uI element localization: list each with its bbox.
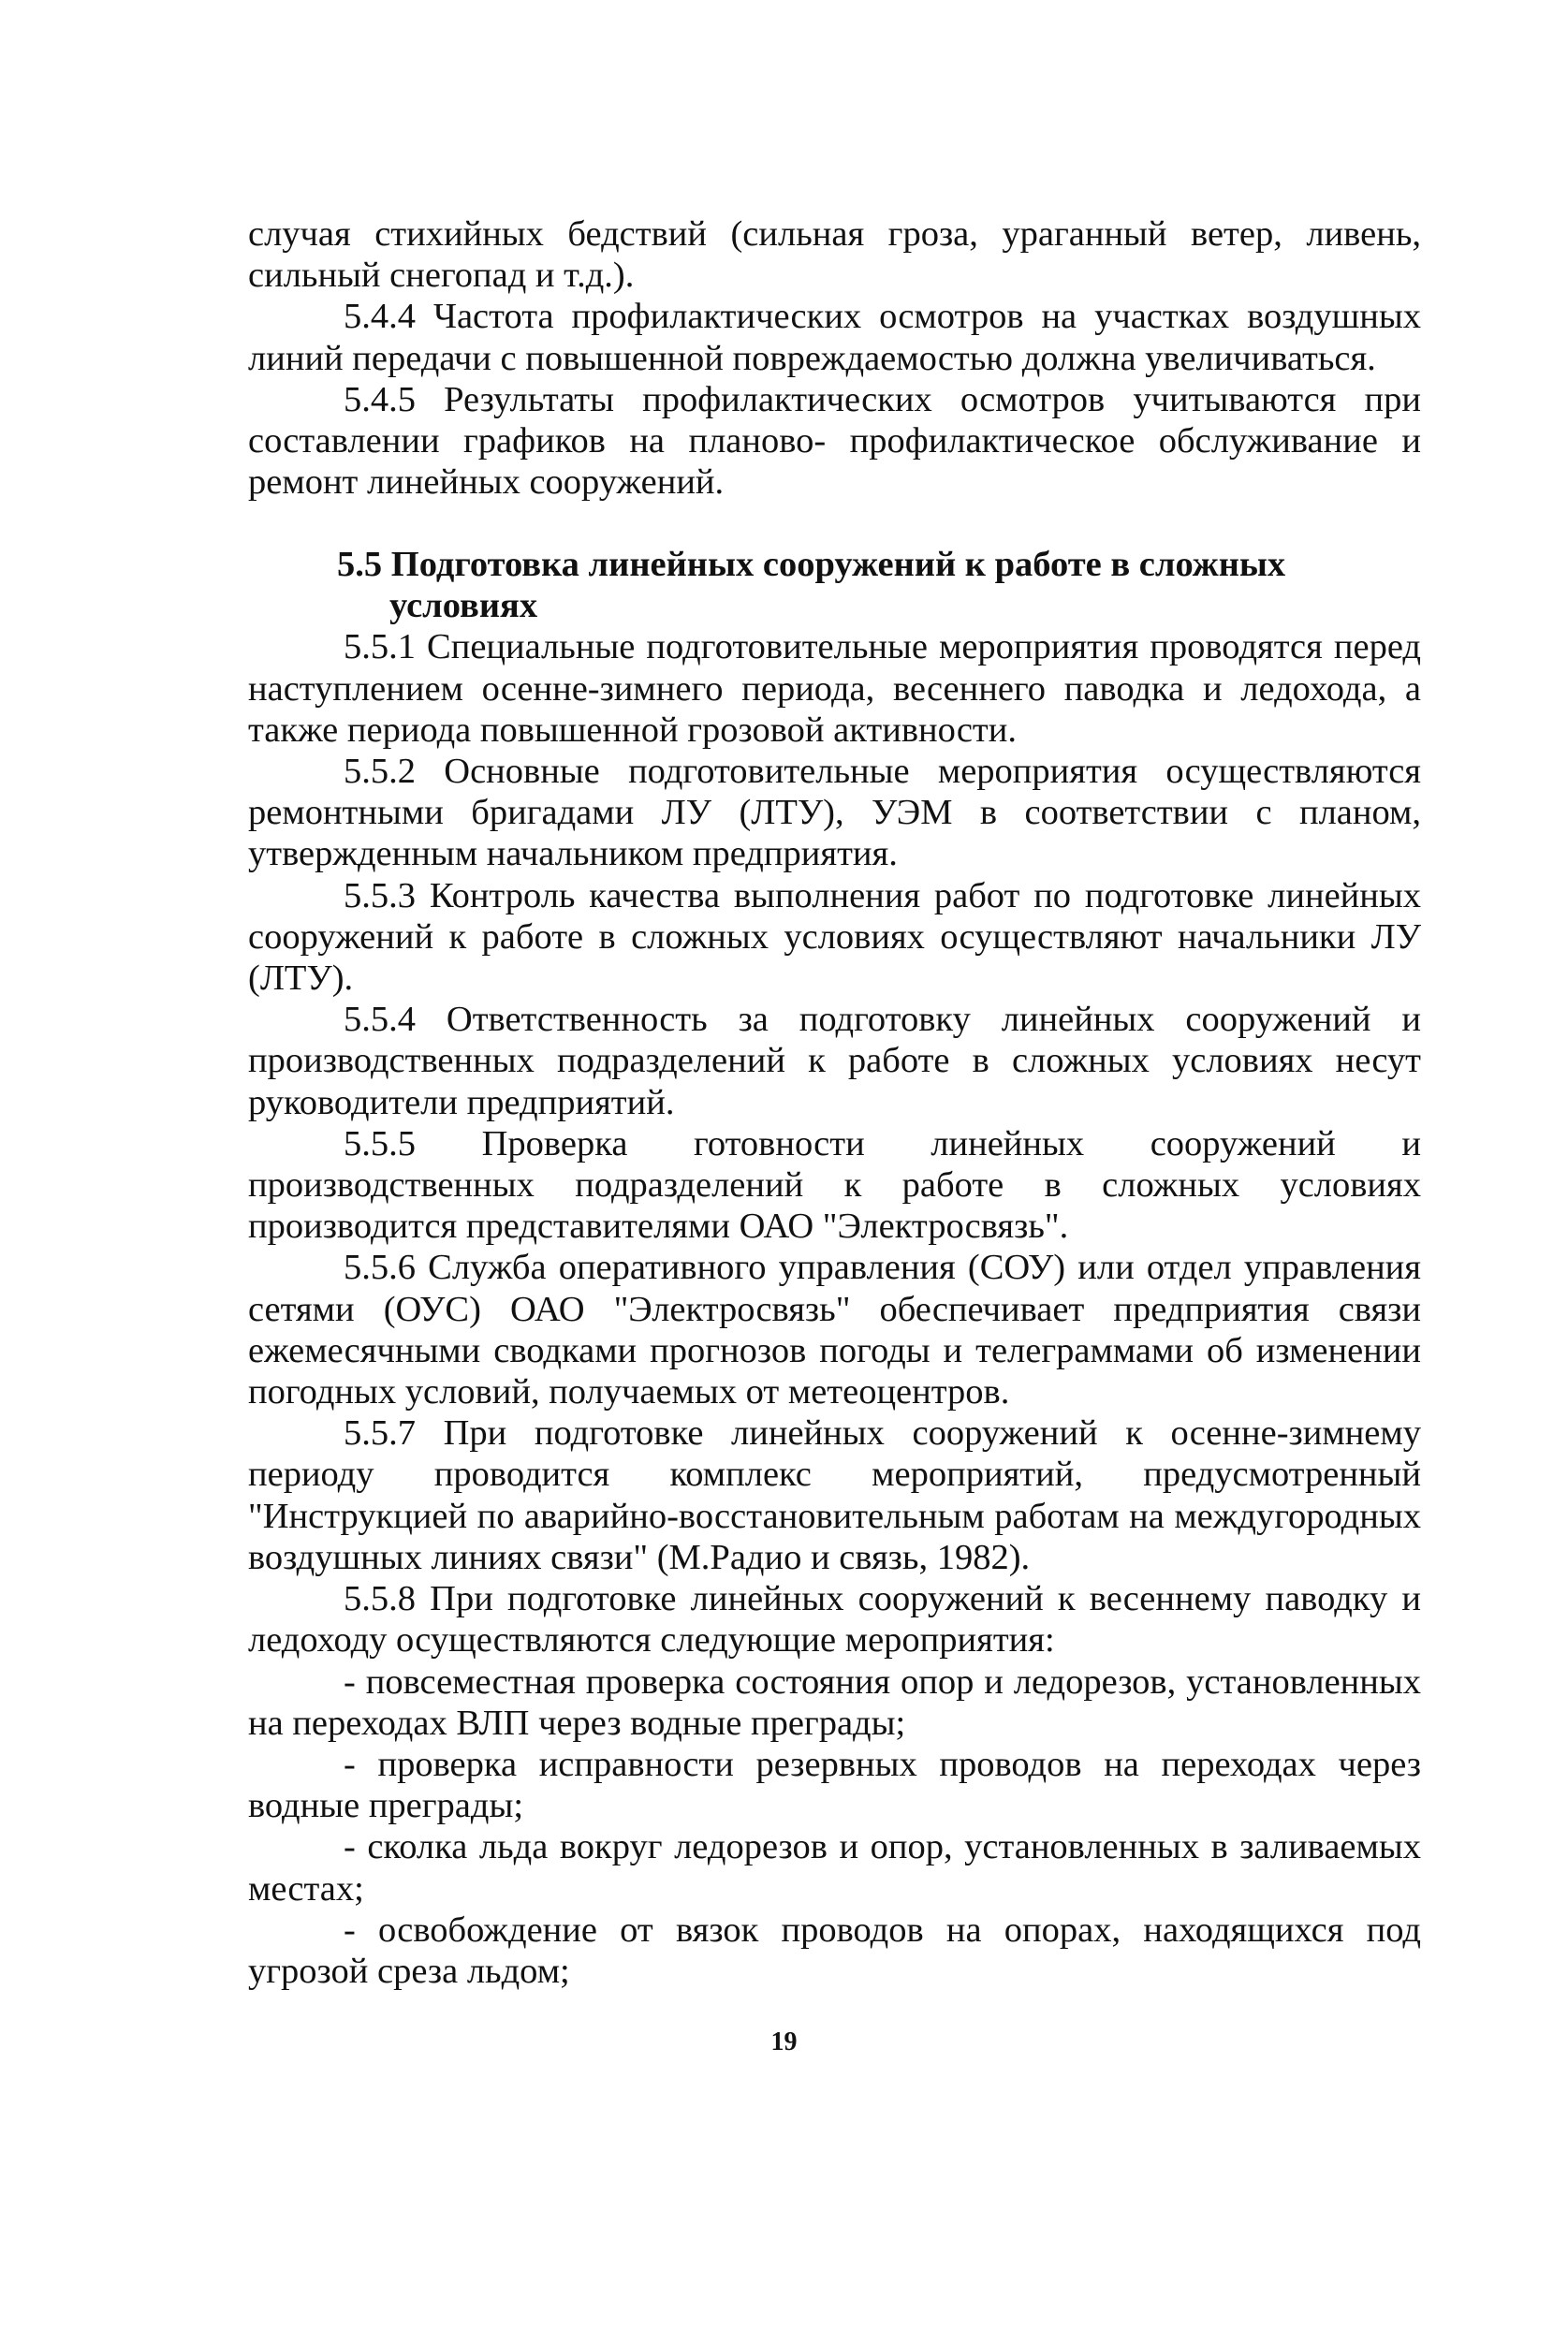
paragraph-5-5-4: 5.5.4 Ответственность за подготовку линейных сооружений и производственных подразделений к работе в сложных условиях несут руководители предприятий. xyxy=(248,1000,1421,1122)
list-item: - повсеместная проверка состояния опор и ледорезов, установленных на переходах ВЛП через водные преграды; xyxy=(248,1661,1421,1743)
document-body xyxy=(248,213,1421,1992)
paragraph-5-4-5: 5.4.5 Результаты профилактических осмотров учитываются при составлении графиков на планово- профилактическое обслуживание и ремонт линейных сооружений. xyxy=(248,379,1421,503)
paragraph-5-5-2: 5.5.2 Основные подготовительные мероприятия осуществляются ремонтными бригадами ЛУ (ЛТУ), УЭМ в соответствии с планом, утвержденным начальником предприятия. xyxy=(248,752,1421,874)
section-heading: 5.5 Подготовка линейных сооружений к работе в сложных xyxy=(337,545,1286,585)
paragraph-5-5-3: 5.5.3 Контроль качества выполнения работ по подготовке линейных сооружений к работе в сложных условиях осуществляют начальники ЛУ (ЛТУ). xyxy=(248,875,1421,999)
list-item: - проверка исправности резервных проводов на переходах через водные преграды; xyxy=(248,1744,1421,1826)
paragraph-continued: случая стихийных бедствий (сильная гроза, ураганный ветер, ливень, сильный снегопад и т.д.). xyxy=(248,214,1421,296)
paragraph-5-5-6: 5.5.6 Служба оперативного управления (СОУ) или отдел управления сетями (ОУС) ОАО "Электросвязь" обеспечивает предприятия связи ежемесячными сводками прогнозов погоды и телеграммами об изменении погодных условий, получаемых от метеоцентров. xyxy=(248,1248,1421,1412)
section-heading-continued: условиях xyxy=(389,586,538,626)
paragraph-5-5-1: 5.5.1 Специальные подготовительные мероприятия проводятся перед наступлением осенне-зимнего периода, весеннего паводка и ледохода, а также периода повышенной грозовой активности. xyxy=(248,627,1421,750)
list-item: - освобождение от вязок проводов на опорах, находящихся под угрозой среза льдом; xyxy=(248,1909,1421,1991)
paragraph-5-4-4: 5.4.4 Частота профилактических осмотров на участках воздушных линий передачи с повышенной повреждаемостью должна увеличиваться. xyxy=(248,297,1421,378)
list-item: - сколка льда вокруг ледорезов и опор, установленных в заливаемых местах; xyxy=(248,1827,1421,1909)
paragraph-5-5-5: 5.5.5 Проверка готовности линейных сооружений и производственных подразделений к работе в сложных условиях производится представителями ОАО "Электросвязь". xyxy=(248,1123,1421,1247)
paragraph-5-5-8: 5.5.8 При подготовке линейных сооружений к весеннему паводку и ледоходу осуществляются следующие мероприятия: xyxy=(248,1579,1421,1661)
paragraph-5-5-7: 5.5.7 При подготовке линейных сооружений к осенне-зимнему периоду проводится комплекс мероприятий, предусмотренный "Инструкцией по аварийно-восстановительным работам на междугородных воздушных линиях связи" (М.Радио и связь, 1982). xyxy=(248,1413,1421,1577)
page-number: 19 xyxy=(770,2027,798,2056)
